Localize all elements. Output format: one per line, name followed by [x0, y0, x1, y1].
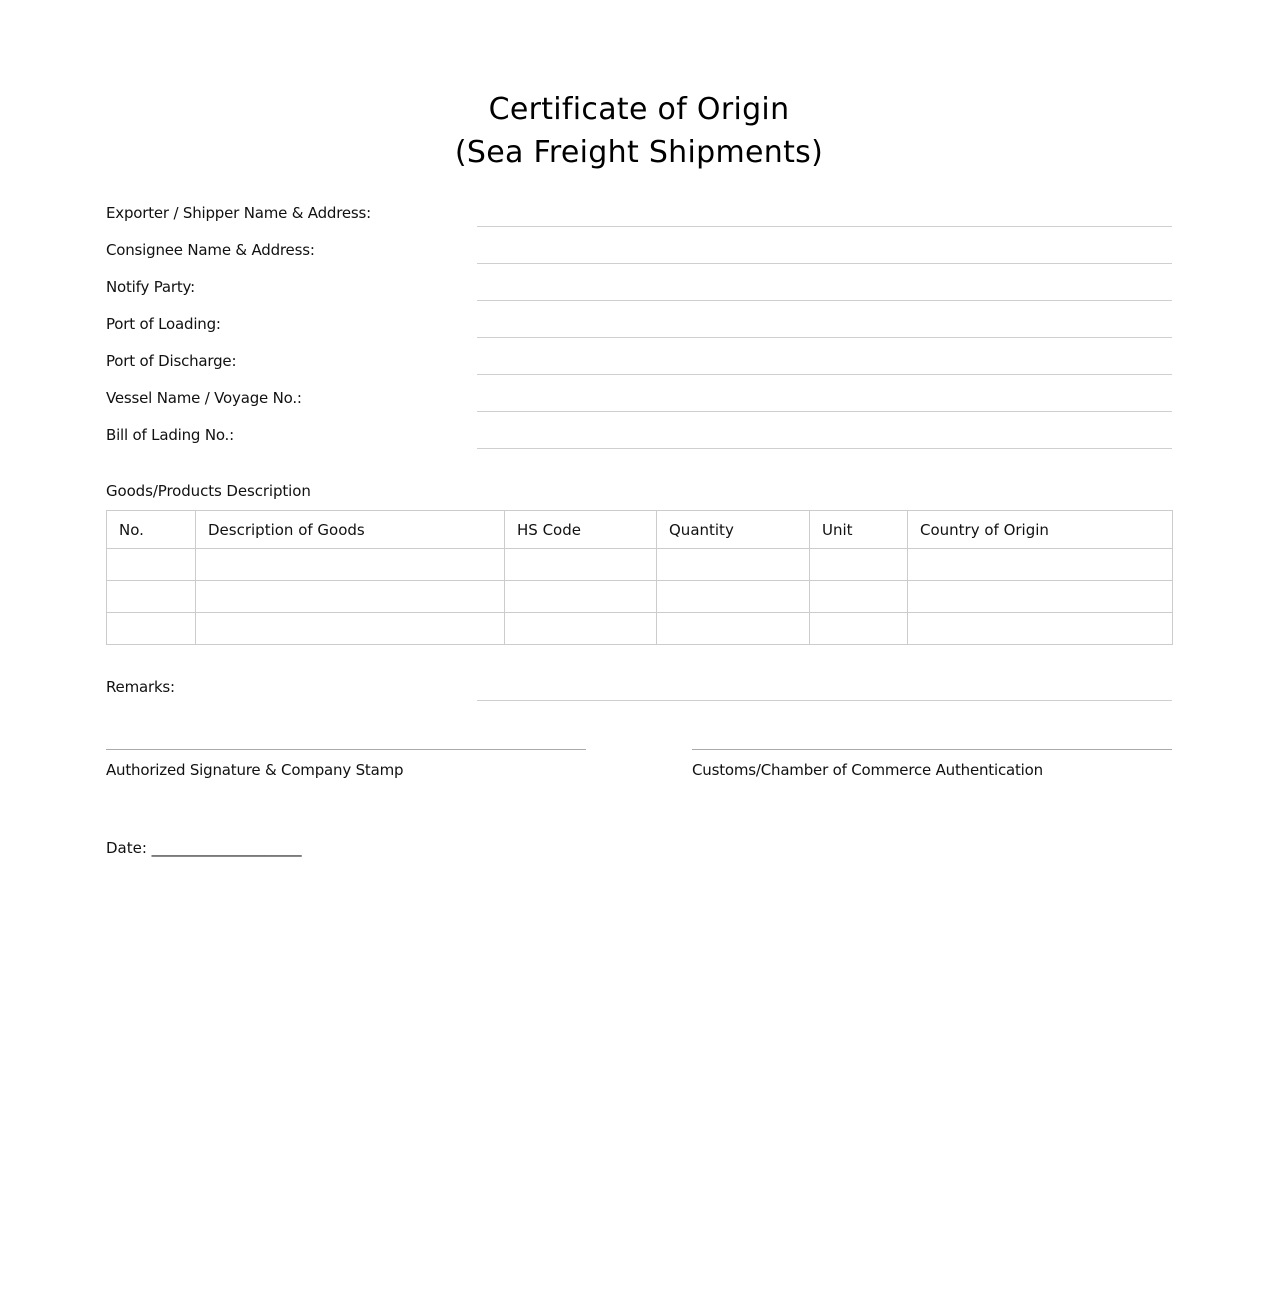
table-cell[interactable]: [810, 613, 908, 645]
table-cell[interactable]: [657, 549, 810, 581]
table-cell[interactable]: [505, 549, 657, 581]
table-cell[interactable]: [196, 581, 505, 613]
customs-authentication-block: [692, 749, 1172, 779]
goods-table: [106, 510, 1173, 645]
field-label: Consignee Name & Address:: [106, 241, 315, 259]
document-title: [106, 88, 1172, 174]
column-header-quantity: Quantity: [657, 511, 810, 549]
authorized-signature-label: Authorized Signature & Company Stamp: [106, 761, 404, 779]
field-remarks: [106, 678, 1172, 708]
column-header-country-of-origin: Country of Origin: [908, 511, 1173, 549]
authorized-signature-line[interactable]: [106, 749, 586, 750]
table-cell[interactable]: [107, 581, 196, 613]
remarks-input-line[interactable]: [477, 700, 1172, 701]
table-row: [107, 613, 1173, 645]
authorized-signature-block: [106, 749, 586, 779]
table-header-row: [107, 511, 1173, 549]
table-row: [107, 549, 1173, 581]
date-field[interactable]: Date: ____________________: [106, 839, 302, 857]
vessel-voyage-input-line[interactable]: [477, 411, 1172, 412]
field-vessel-voyage: [106, 385, 1172, 422]
port-of-discharge-input-line[interactable]: [477, 374, 1172, 375]
column-header-unit: Unit: [810, 511, 908, 549]
title-line-2: (Sea Freight Shipments): [454, 135, 824, 170]
customs-authentication-line[interactable]: [692, 749, 1172, 750]
column-header-no: No.: [107, 511, 196, 549]
field-bill-of-lading: [106, 422, 1172, 459]
table-cell[interactable]: [908, 613, 1173, 645]
field-notify-party: [106, 274, 1172, 311]
notify-party-input-line[interactable]: [477, 300, 1172, 301]
table-cell[interactable]: [107, 613, 196, 645]
field-port-of-loading: [106, 311, 1172, 348]
table-cell[interactable]: [810, 549, 908, 581]
table-cell[interactable]: [908, 549, 1173, 581]
customs-authentication-label: Customs/Chamber of Commerce Authentication: [692, 761, 1043, 779]
column-header-hs-code: HS Code: [505, 511, 657, 549]
title-line-1: Certificate of Origin: [488, 92, 790, 127]
table-cell[interactable]: [810, 581, 908, 613]
table-cell[interactable]: [908, 581, 1173, 613]
goods-section-title: Goods/Products Description: [106, 482, 311, 500]
field-label: Port of Loading:: [106, 315, 221, 333]
field-label: Port of Discharge:: [106, 352, 237, 370]
exporter-input-line[interactable]: [477, 226, 1172, 227]
field-label: Vessel Name / Voyage No.:: [106, 389, 302, 407]
shipment-fields: [106, 200, 1172, 459]
remarks-label: Remarks:: [106, 678, 175, 696]
field-label: Exporter / Shipper Name & Address:: [106, 204, 371, 222]
table-cell[interactable]: [196, 613, 505, 645]
table-cell[interactable]: [657, 613, 810, 645]
table-cell[interactable]: [107, 549, 196, 581]
consignee-input-line[interactable]: [477, 263, 1172, 264]
table-cell[interactable]: [196, 549, 505, 581]
table-cell[interactable]: [657, 581, 810, 613]
table-row: [107, 581, 1173, 613]
table-cell[interactable]: [505, 581, 657, 613]
column-header-description: Description of Goods: [196, 511, 505, 549]
port-of-loading-input-line[interactable]: [477, 337, 1172, 338]
field-label: Bill of Lading No.:: [106, 426, 234, 444]
bill-of-lading-input-line[interactable]: [477, 448, 1172, 449]
field-consignee: [106, 237, 1172, 274]
field-label: Notify Party:: [106, 278, 195, 296]
table-cell[interactable]: [505, 613, 657, 645]
field-exporter: [106, 200, 1172, 237]
field-port-of-discharge: [106, 348, 1172, 385]
